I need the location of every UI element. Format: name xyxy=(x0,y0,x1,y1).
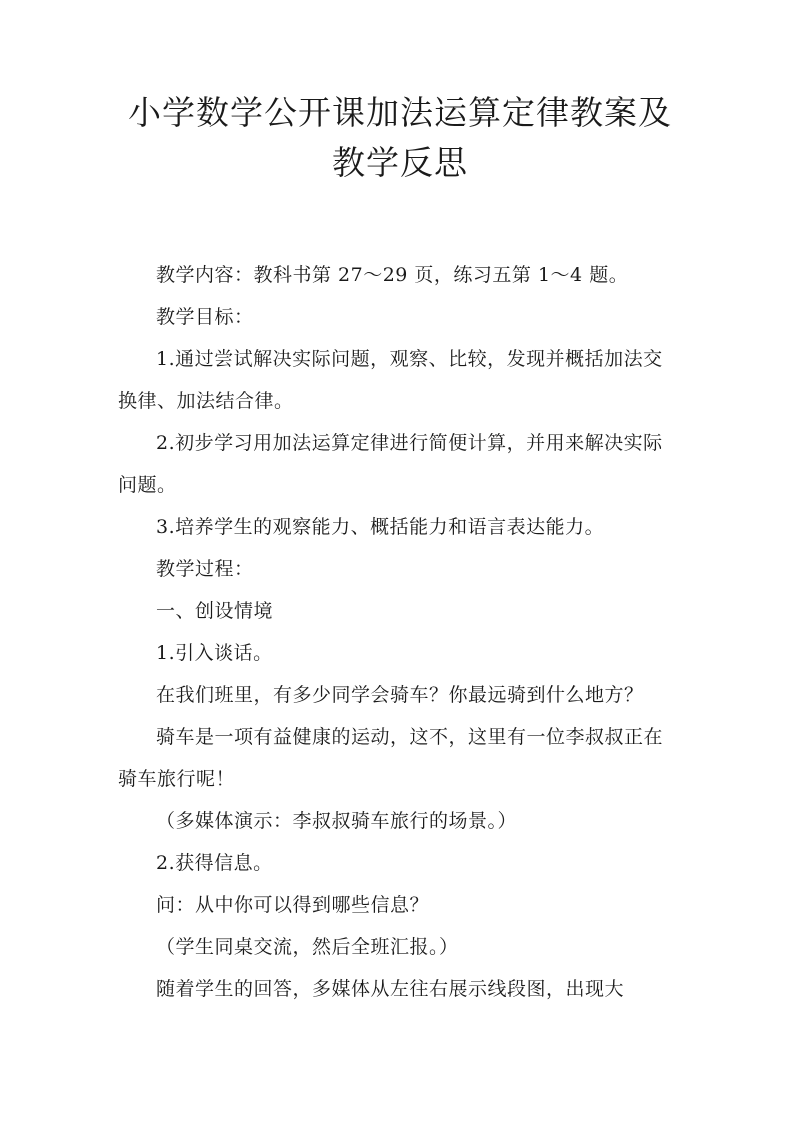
paragraph-question-info: 问：从中你可以得到哪些信息？ xyxy=(156,894,430,916)
paragraph-student-exchange: （学生同桌交流，然后全班汇报。） xyxy=(156,936,459,958)
paragraph-question-cycling: 在我们班里，有多少同学会骑车？你最远骑到什么地方？ xyxy=(156,684,644,706)
document-body xyxy=(118,254,682,1010)
paragraph-step-2: 2.获得信息。 xyxy=(156,852,273,874)
document-title: 小学数学公开课加法运算定律教案及教学反思 xyxy=(128,93,672,182)
paragraph-multimedia-demo: （多媒体演示：李叔叔骑车旅行的场景。） xyxy=(156,810,518,832)
paragraph-teaching-goals-heading: 教学目标： xyxy=(156,306,254,328)
paragraph-section-1-heading: 一、创设情境 xyxy=(156,600,274,622)
paragraph-goal-2: 2.初步学习用加法运算定律进行简便计算，并用来解决实际问题。 xyxy=(118,432,663,496)
paragraph-line-diagram: 随着学生的回答，多媒体从左往右展示线段图，出现大 xyxy=(156,978,625,1000)
paragraph-goal-1: 1.通过尝试解决实际问题，观察、比较，发现并概括加法交换律、加法结合律。 xyxy=(118,348,663,412)
paragraph-goal-3: 3.培养学生的观察能力、概括能力和语言表达能力。 xyxy=(156,516,605,538)
paragraph-cycling-intro: 骑车是一项有益健康的运动，这不，这里有一位李叔叔正在骑车旅行呢！ xyxy=(118,726,664,790)
paragraph-teaching-content: 教学内容：教科书第 27～29 页，练习五第 1～4 题。 xyxy=(156,264,629,286)
paragraph-teaching-process-heading: 教学过程： xyxy=(156,558,254,580)
paragraph-step-1: 1.引入谈话。 xyxy=(156,642,273,664)
